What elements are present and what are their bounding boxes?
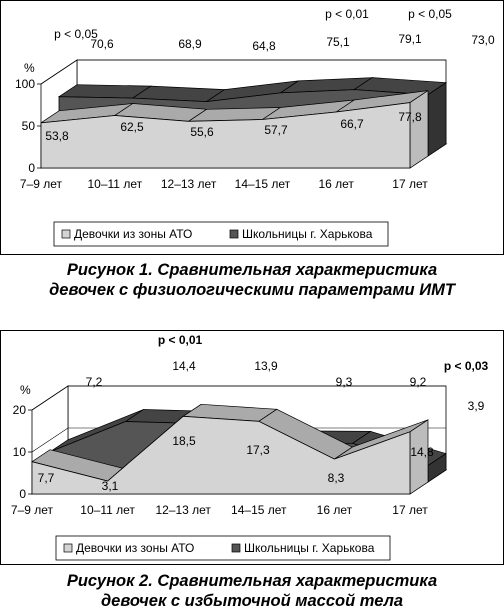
data-label: 79,1 <box>398 32 422 46</box>
data-label: 62,5 <box>120 120 144 134</box>
area-chart-2 <box>0 330 504 565</box>
legend <box>56 536 390 560</box>
legend-swatch <box>230 230 238 238</box>
legend-label: Девочки из зоны АТО <box>74 227 193 241</box>
p-value-label: p < 0,05 <box>54 27 98 41</box>
caption-line: Рисунок 2. Сравнительная характеристика <box>66 572 438 590</box>
data-label: 7,2 <box>85 375 103 389</box>
p-value-label: p < 0,01 <box>157 333 203 347</box>
caption-line: девочек с физиологическими параметрами ИМТ <box>49 281 455 299</box>
data-label: 18,5 <box>172 434 196 448</box>
x-tick-label: 10–11 лет <box>80 503 135 517</box>
y-tick-label: 0 <box>28 161 35 175</box>
legend-label: Девочки из зоны АТО <box>76 541 195 555</box>
data-label: 9,3 <box>335 375 353 389</box>
data-label: 14,4 <box>172 359 196 373</box>
figure-2 <box>0 330 504 565</box>
legend <box>54 222 388 246</box>
y-tick-label: 0 <box>19 487 26 501</box>
data-label: 53,8 <box>45 129 69 143</box>
p-value-label: p < 0,01 <box>325 7 369 21</box>
x-tick-label: 12–13 лет <box>155 503 211 517</box>
legend-label: Школьницы г. Харькова <box>244 541 375 555</box>
figure-2-caption <box>0 571 504 611</box>
data-label: 8,3 <box>327 471 345 485</box>
p-value-label: p < 0,03 <box>443 359 489 373</box>
x-tick-label: 7–9 лет <box>19 177 63 191</box>
x-tick-label: 14–15 лет <box>231 503 287 517</box>
caption-line: девочек с избыточной массой тела <box>100 592 404 610</box>
x-tick-label: 17 лет <box>392 503 428 517</box>
data-label: 75,1 <box>326 35 350 49</box>
x-tick-label: 16 лет <box>318 177 354 191</box>
data-label: 66,7 <box>340 117 364 131</box>
y-tick-label: 100 <box>14 77 35 91</box>
figure-1-caption <box>0 260 504 300</box>
x-tick-label: 7–9 лет <box>10 503 54 517</box>
legend-swatch <box>62 230 70 238</box>
legend-swatch <box>64 544 72 552</box>
data-label: 70,6 <box>90 37 114 51</box>
data-label: 14,8 <box>410 445 434 459</box>
x-tick-label: 10–11 лет <box>87 177 143 191</box>
x-tick-label: 17 лет <box>392 177 428 191</box>
x-tick-label: 16 лет <box>316 503 353 517</box>
caption-line: Рисунок 1. Сравнительная характеристика <box>66 261 438 279</box>
data-label: 68,9 <box>178 37 202 51</box>
y-tick-label: 20 <box>12 403 26 417</box>
y-tick-label: 10 <box>12 445 26 459</box>
figure-1 <box>0 0 504 260</box>
data-label: 13,9 <box>254 359 278 373</box>
data-label: 3,1 <box>101 479 119 493</box>
x-tick-label: 14–15 лет <box>234 177 291 191</box>
p-value-label: p < 0,05 <box>408 7 452 21</box>
data-label: 17,3 <box>246 443 270 457</box>
y-unit-label: % <box>20 383 31 397</box>
data-label: 64,8 <box>252 39 276 53</box>
data-label: 7,7 <box>37 471 55 485</box>
y-unit-label: % <box>24 61 35 75</box>
x-tick-label: 12–13 лет <box>160 177 217 191</box>
data-label: 9,2 <box>409 375 427 389</box>
data-label: 73,0 <box>471 33 495 47</box>
legend-swatch <box>232 544 240 552</box>
series-side-face <box>428 83 446 156</box>
legend-label: Школьницы г. Харькова <box>242 227 373 241</box>
data-label: 77,8 <box>398 110 422 124</box>
data-label: 55,6 <box>190 125 214 139</box>
area-chart-1 <box>0 0 504 260</box>
data-label: 57,7 <box>264 123 288 137</box>
y-tick-label: 50 <box>21 119 35 133</box>
series-side-face <box>410 91 428 168</box>
data-label: 3,9 <box>467 399 485 413</box>
